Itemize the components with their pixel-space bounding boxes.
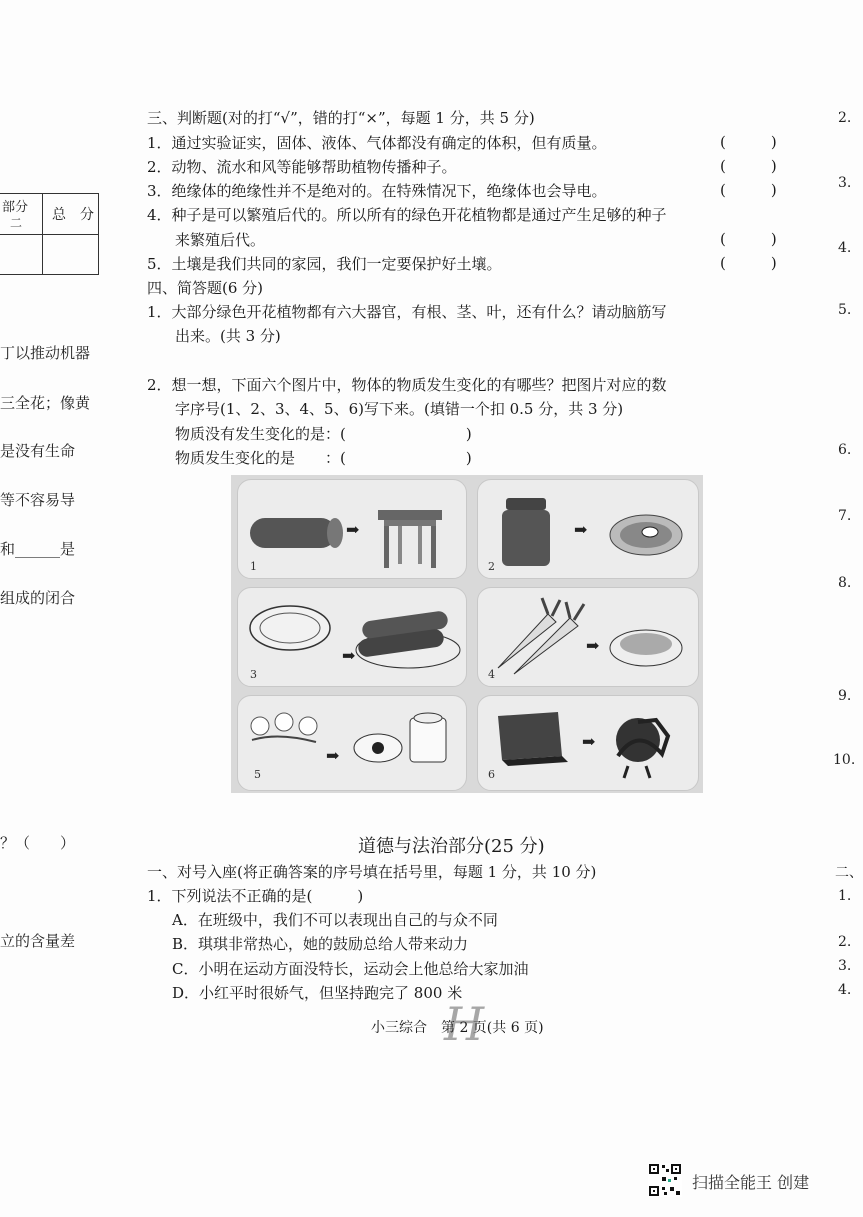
- changed-answer-line[interactable]: 物质发生变化的是 ：( ): [175, 449, 472, 467]
- option-b[interactable]: B．琪琪非常热心，她的鼓励总给人带来动力: [172, 935, 469, 953]
- judge-item-number: 3．: [147, 182, 172, 200]
- panel-number: 5: [254, 768, 261, 781]
- figure-panel-2: [477, 479, 699, 579]
- arrow-icon: ➡: [346, 520, 360, 539]
- judge-item-5: [147, 252, 502, 276]
- right-bottom-4: 4.: [838, 982, 852, 998]
- short-answer-q1-line2: 出来。(共 3 分): [175, 327, 281, 345]
- figure-panel-1: [237, 479, 467, 579]
- right-number-5: 5.: [838, 302, 852, 318]
- arrow-icon: ➡: [342, 646, 356, 665]
- arrow-icon: ➡: [586, 636, 600, 655]
- right-number-9: 9.: [838, 688, 852, 704]
- right-number-2: 2.: [838, 110, 852, 126]
- judge-item-number: 5．: [147, 255, 172, 273]
- judge-item-number: 2．: [147, 158, 172, 176]
- left-fragment-1: 丁以推动机器: [0, 344, 91, 362]
- jar-to-food-illustration: [478, 480, 698, 578]
- right-number-7: 7.: [838, 508, 852, 524]
- judge-answer-3[interactable]: ( ): [720, 181, 777, 199]
- left-fragment-8: 立的含量差: [0, 932, 76, 950]
- judge-answer-4[interactable]: ( ): [720, 230, 777, 248]
- score-box-label-2: 总 分: [52, 207, 94, 223]
- judge-answer-5[interactable]: ( ): [720, 254, 777, 272]
- option-d[interactable]: D．小红平时很娇气，但坚持跑完了 800 米: [172, 984, 463, 1002]
- section4-title: 四、简答题(6 分): [147, 279, 264, 297]
- figure-panel-6: [477, 695, 699, 791]
- qr-code-icon: [648, 1163, 682, 1197]
- handwritten-h-mark: H: [444, 997, 485, 1051]
- arrow-icon: ➡: [574, 520, 588, 539]
- right-section-two: 二、: [835, 865, 863, 881]
- panel-number: 4: [488, 668, 495, 681]
- left-fragment-6: 组成的闭合: [0, 589, 76, 607]
- score-box: [0, 193, 99, 275]
- score-box-label-1: 部分: [2, 200, 29, 215]
- section3-title: 三、判断题(对的打“√”，错的打“×”，每题 1 分，共 5 分): [147, 109, 535, 127]
- judge-item-4-continuation: 来繁殖后代。: [175, 231, 266, 249]
- judge-item-text: 绝缘体的绝缘性并不是绝对的。在特殊情况下，绝缘体也会导电。: [171, 182, 607, 200]
- right-number-10: 10.: [833, 752, 856, 768]
- panel-number: 2: [488, 560, 495, 573]
- judge-item-text: 种子是可以繁殖后代的。所以所有的绿色开花植物都是通过产生足够的种子: [171, 206, 667, 224]
- option-a[interactable]: A．在班级中，我们不可以表现出自己的与众不同: [172, 911, 498, 929]
- judge-item-1: [147, 131, 607, 155]
- short-answer-q1-line1: 1．大部分绿色开花植物都有六大器官，有根、茎、叶，还有什么？请动脑筋写: [147, 303, 667, 321]
- short-answer-q2-line1: 2．想一想，下面六个图片中，物体的物质发生变化的有哪些？把图片对应的数: [147, 376, 667, 394]
- judge-item-text: 动物、流水和风等能够帮助植物传播种子。: [171, 158, 457, 176]
- panel-number: 1: [250, 560, 257, 573]
- arrow-icon: ➡: [326, 746, 340, 765]
- right-number-4: 4.: [838, 240, 852, 256]
- right-number-8: 8.: [838, 575, 852, 591]
- judge-item-number: 4．: [147, 206, 172, 224]
- right-number-6: 6.: [838, 442, 852, 458]
- figure-panel-5: [237, 695, 467, 791]
- option-c[interactable]: C．小明在运动方面没特长，运动会上他总给大家加油: [172, 960, 529, 978]
- score-box-label-3: 二: [10, 216, 23, 230]
- ethics-question-1: 1．下列说法不正确的是( ): [147, 887, 364, 905]
- judge-item-4: [147, 203, 667, 227]
- material-change-figure: [231, 475, 703, 793]
- left-fragment-2: 三全花；像黄: [0, 394, 91, 412]
- arrow-icon: ➡: [582, 732, 596, 751]
- panel-number: 3: [250, 668, 257, 681]
- right-bottom-3: 3.: [838, 958, 852, 974]
- ethics-subsection-title: 一、对号入座(将正确答案的序号填在括号里，每题 1 分，共 10 分): [147, 863, 597, 881]
- short-answer-q2-line2: 字序号(1、2、3、4、5、6)写下来。(填错一个扣 0.5 分，共 3 分): [175, 400, 624, 418]
- left-fragment-7: ？（ ）: [0, 834, 76, 852]
- judge-item-text: 土壤是我们共同的家园，我们一定要保护好土壤。: [171, 255, 502, 273]
- ethics-section-title: 道德与法治部分(25 分): [358, 836, 545, 857]
- scanner-brand-label: 扫描全能王 创建: [692, 1173, 810, 1192]
- left-fragment-5: 和______是: [0, 540, 76, 558]
- judge-item-3: [147, 179, 607, 203]
- judge-item-number: 1．: [147, 134, 172, 152]
- panel-number: 6: [488, 768, 495, 781]
- page-footer: 小三综合 第 2 页(共 6 页): [371, 1020, 544, 1036]
- right-bottom-1: 1.: [838, 888, 852, 904]
- left-fragment-3: 是没有生命: [0, 442, 76, 460]
- left-fragment-4: 等不容易导: [0, 491, 76, 509]
- judge-answer-2[interactable]: ( ): [720, 157, 777, 175]
- judge-answer-1[interactable]: ( ): [720, 133, 777, 151]
- figure-panel-4: [477, 587, 699, 687]
- unchanged-answer-line[interactable]: 物质没有发生变化的是：( ): [175, 425, 472, 443]
- right-number-3: 3.: [838, 175, 852, 191]
- judge-item-text: 通过实验证实，固体、液体、气体都没有确定的体积，但有质量。: [171, 134, 607, 152]
- right-bottom-2: 2.: [838, 934, 852, 950]
- cotton-to-cloth-illustration: [238, 696, 466, 790]
- plates-to-bread-illustration: [238, 588, 466, 686]
- judge-item-2: [147, 155, 457, 179]
- figure-panel-3: [237, 587, 467, 687]
